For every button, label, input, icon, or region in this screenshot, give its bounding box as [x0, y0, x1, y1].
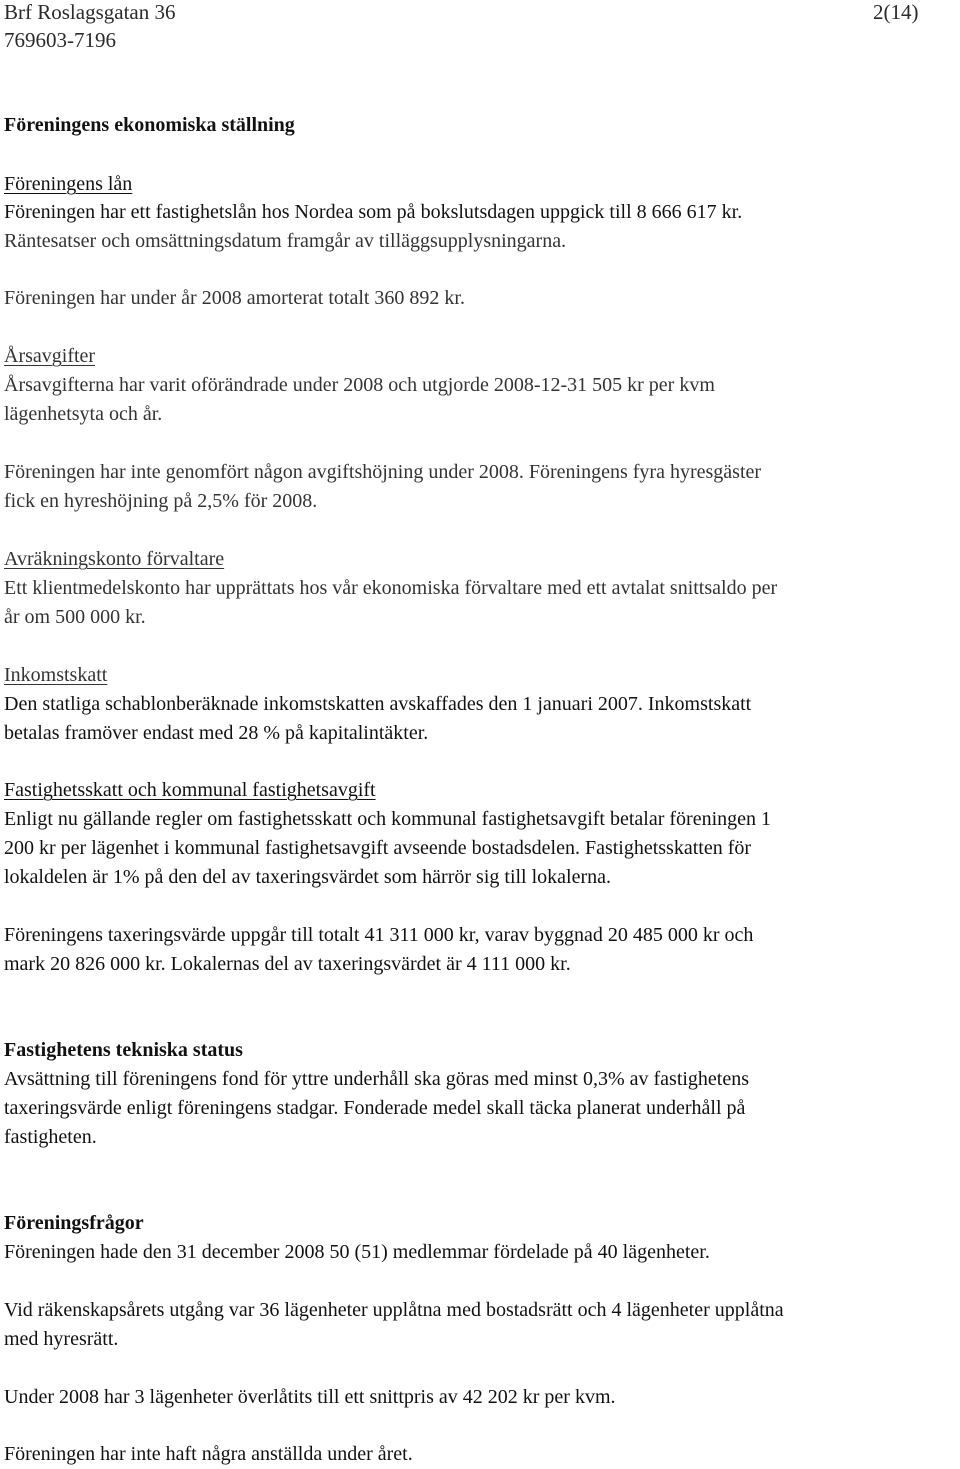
paragraph-line: Föreningen har inte haft några anställda under året.: [4, 1443, 413, 1465]
subheading-loans: Föreningens lån: [4, 173, 133, 195]
paragraph-line: Enligt nu gällande regler om fastighetsskatt och kommunal fastighetsavgift betalar föreningen 1: [4, 808, 772, 830]
paragraph-line: Föreningen har under år 2008 amorterat totalt 360 892 kr.: [4, 287, 465, 309]
paragraph-line: Vid räkenskapsårets utgång var 36 lägenheter upplåtna med bostadsrätt och 4 lägenheter upplåtna: [4, 1299, 784, 1321]
paragraph-line: Räntesatser och omsättningsdatum framgår av tilläggsupplysningarna.: [4, 230, 567, 252]
paragraph-line: med hyresrätt.: [4, 1328, 119, 1350]
header-page-number: 2(14): [873, 0, 919, 24]
paragraph-line: lokaldelen är 1% på den del av taxeringsvärdet som härrör sig till lokalerna.: [4, 866, 612, 888]
header-org-number: 769603-7196: [4, 28, 116, 52]
subheading-property-tax: Fastighetsskatt och kommunal fastighetsavgift: [4, 779, 376, 801]
paragraph-line: Föreningen har ett fastighetslån hos Nordea som på bokslutsdagen uppgick till 8 666 617 kr.: [4, 201, 743, 223]
subheading-fees: Årsavgifter: [4, 345, 96, 367]
paragraph-line: Föreningen har inte genomfört någon avgiftshöjning under 2008. Föreningens fyra hyresgäster: [4, 461, 762, 483]
section-title-association: Föreningsfrågor: [4, 1212, 144, 1234]
paragraph-line: taxeringsvärde enligt föreningens stadgar. Fonderade medel skall täcka planerat underhåll på: [4, 1097, 746, 1119]
subheading-income-tax: Inkomstskatt: [4, 664, 108, 686]
paragraph-line: betalas framöver endast med 28 % på kapitalintäkter.: [4, 722, 429, 744]
paragraph-line: Föreningen hade den 31 december 2008 50 (51) medlemmar fördelade på 40 lägenheter.: [4, 1241, 710, 1263]
paragraph-line: 200 kr per lägenhet i kommunal fastighetsavgift avseende bostadsdelen. Fastighetsskatten för: [4, 837, 752, 859]
header-org-name: Brf Roslagsgatan 36: [4, 0, 176, 24]
paragraph-line: Den statliga schablonberäknade inkomstskatten avskaffades den 1 januari 2007. Inkomstskatt: [4, 693, 752, 715]
paragraph-line: Årsavgifterna har varit oförändrade under 2008 och utgjorde 2008-12-31 505 kr per kvm: [4, 374, 715, 396]
paragraph-line: år om 500 000 kr.: [4, 606, 146, 628]
paragraph-line: fastigheten.: [4, 1126, 97, 1148]
section-title-economy: Föreningens ekonomiska ställning: [4, 114, 295, 136]
section-title-technical: Fastighetens tekniska status: [4, 1039, 243, 1061]
paragraph-line: mark 20 826 000 kr. Lokalernas del av taxeringsvärdet är 4 111 000 kr.: [4, 953, 571, 975]
paragraph-line: lägenhetsyta och år.: [4, 403, 163, 425]
paragraph-line: Föreningens taxeringsvärde uppgår till totalt 41 311 000 kr, varav byggnad 20 485 000 kr och: [4, 924, 754, 946]
paragraph-line: fick en hyreshöjning på 2,5% för 2008.: [4, 490, 318, 512]
subheading-account: Avräkningskonto förvaltare: [4, 548, 225, 570]
paragraph-line: Avsättning till föreningens fond för yttre underhåll ska göras med minst 0,3% av fastighetens: [4, 1068, 750, 1090]
paragraph-line: Ett klientmedelskonto har upprättats hos vår ekonomiska förvaltare med ett avtalat snittsaldo per: [4, 577, 778, 599]
paragraph-line: Under 2008 har 3 lägenheter överlåtits till ett snittpris av 42 202 kr per kvm.: [4, 1386, 616, 1408]
